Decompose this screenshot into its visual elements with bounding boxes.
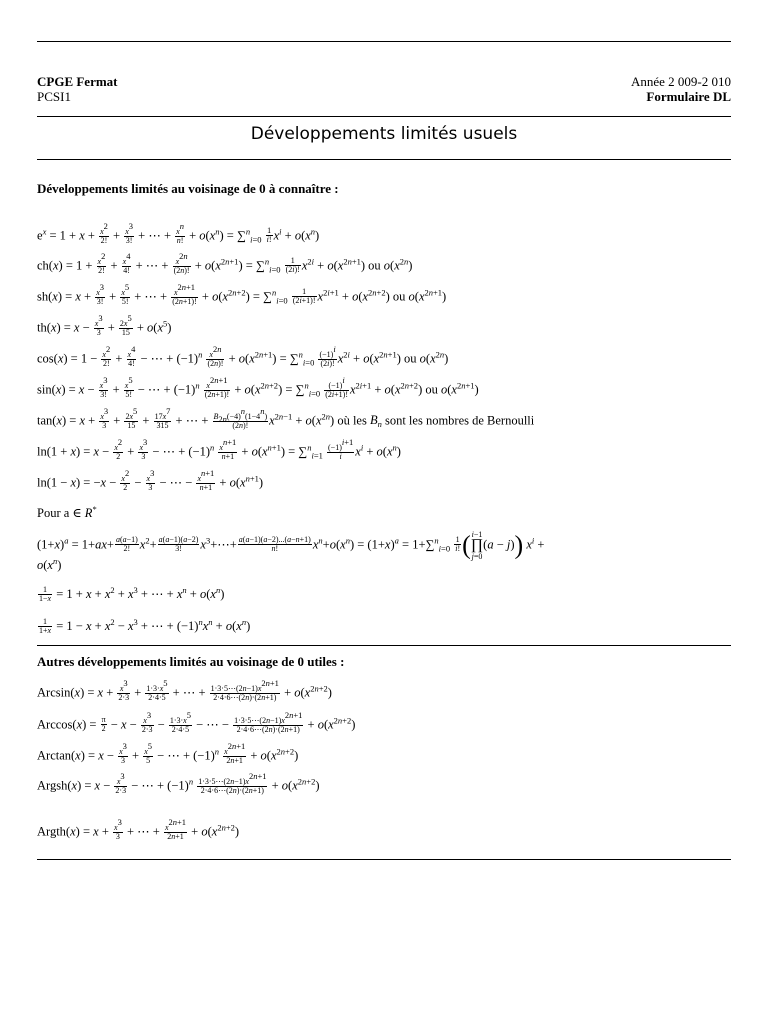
school-name: CPGE Fermat: [37, 74, 118, 89]
formula-arccos: Arccos(x) = $\frac{\pi}{2}$ − x − $\frac{x^3}{2\cdot 3}$ − $\frac{1\cdot 3\cdot x^5}{2\cdot 4\cdot 5}$ − ⋯ − $\frac{1\cdot 3\cdot 5\cdots(2n-1)x^{2n+1}}{2\cdot 4\cdot 6\cdots(2n)\cdot(2n+1)}$ + $o(x^{2n+2})$: [37, 710, 356, 734]
or-word: ou: [404, 351, 417, 366]
formula-ln-1-plus-x: ln(1 + x) = x − $\frac{x^2}{2}$ + $\frac{x^3}{3}$ − ⋯ + $(-1)^n$ $\frac{x^{n+1}}{n+1}$ + $o(x^{n+1}) = \sum^n_{i=1}$ $\frac{(-1)^{i+1}}{i}$ $x^i + o(x^n)$: [37, 437, 401, 461]
bottom-rule: [37, 859, 731, 860]
formula-argth: Argth(x) = x + $\frac{x^3}{3}$ + ⋯ + $\frac{x^{2n+1}}{2n+1}$ + $o(x^{2n+2})$: [37, 817, 240, 841]
header-rule: [37, 116, 731, 117]
pour-a-text: Pour a ∈ R*: [37, 504, 97, 520]
section-rule: [37, 645, 731, 646]
formula-cos: cos(x) = 1 − $\frac{x^2}{2!}$ + $\frac{x^4}{4!}$ − ⋯ + $(-1)^n$ $\frac{x^{2n}}{(2n)!}$ + $o(x^{2n+1}) = \sum^n_{i=0}$ $\frac{(-1)^i}{(2i)!}$ $x^{2i} + o(x^{2n+1})$ ou $o(x^{2n})$: [37, 344, 449, 368]
formula-power-a: $(1+x)^a = 1+ax+$ $\frac{a(a-1)}{2!}$ $x^2+$ $\frac{a(a-1)(a-2)}{3!}$ $x^3+\cdots+$ $\frac{a(a-1)(a-2)...(a-n+1)}{n!}$ $x^n+o(x^n) = (1+x)^a = 1+\sum^n_{i=0}$ $\frac{1}{i!}$ (i−1 ∏ j=0(a − j)) $x^i$ +: [37, 530, 545, 561]
title-rule: [37, 159, 731, 160]
document-name: Formulaire DL: [646, 89, 731, 104]
section-heading-useful: Autres développements limités au voisinage de 0 utiles :: [37, 654, 345, 669]
formula-arctan: Arctan(x) = x − $\frac{x^3}{3}$ + $\frac{x^5}{5}$ − ⋯ + $(-1)^n$ $\frac{x^{2n+1}}{2n+1}$ + $o(x^{2n+2})$: [37, 741, 299, 765]
where-words: où les: [337, 413, 367, 428]
formula-inverse-1-minus-x: $\frac{1}{1-x}$ = $1 + x + x^2 + x^3$ + ⋯ + $x^n + o(x^n)$: [39, 584, 225, 603]
formula-ln-1-minus-x: ln(1 − x) = −x − $\frac{x^2}{2}$ − $\frac{x^3}{3}$ − ⋯ − $\frac{x^{n+1}}{n+1}$ + $o(x^{n+1})$: [37, 468, 264, 492]
page-title: Développements limités usuels: [250, 124, 518, 144]
formula-tan: tan(x) = x + $\frac{x^3}{3}$ + $\frac{2x^5}{15}$ + $\frac{17x^7}{315}$ + ⋯ + $\frac{B_{2n}(-4)^n(1-4^n)}{(2n)!}$ $x^{2n-1} + o(x^{2n})$ où les $B_n$ sont les nombres de Bernoulli: [37, 406, 535, 430]
formula-sh: sh(x) = x + $\frac{x^3}{3!}$ + $\frac{x^5}{5!}$ + ⋯ + $\frac{x^{2n+1}}{(2n+1)!}$ + $o(x^{2n+2}) = \sum^n_{i=0}$ $\frac{1}{(2i+1)!}$ $x^{2i+1} + o(x^{2n+2})$ ou $o(x^{2n+1})$: [37, 282, 447, 306]
formula-sin: sin(x) = x − $\frac{x^3}{3!}$ + $\frac{x^5}{5!}$ − ⋯ + $(-1)^n$ $\frac{x^{2n+1}}{(2n+1)!}$ + $o(x^{2n+2}) = \sum^n_{i=0}$ $\frac{(-1)^i}{(2i+1)!}$ $x^{2i+1} + o(x^{2n+2})$ ou $o(x^{2n+1})$: [37, 375, 479, 399]
formula-inverse-1-plus-x: $\frac{1}{1+x}$ = $1 - x + x^2 - x^3$ + ⋯ + $(-1)^nx^n + o(x^n)$: [39, 616, 251, 635]
or-word: ou: [392, 289, 406, 304]
bernoulli-text: sont les nombres de Bernoulli: [384, 413, 535, 428]
section-heading-essential: Développements limités au voisinage de 0 à connaître :: [37, 181, 339, 196]
top-rule: [37, 41, 731, 42]
formula-arcsin: Arcsin(x) = x + $\frac{x^3}{2\cdot 3}$ + $\frac{1\cdot 3\cdot x^5}{2\cdot 4\cdot 5}$ + ⋯ + $\frac{1\cdot 3\cdot 5\cdots(2n-1)x^{2n+1}}{2\cdot 4\cdot 6\cdots(2n)\cdot(2n+1)}$ + $o(x^{2n+2})$: [37, 678, 332, 702]
formula-ch: ch(x) = 1 + $\frac{x^2}{2!}$ + $\frac{x^4}{4!}$ + ⋯ + $\frac{x^{2n}}{(2n)!}$ + $o(x^{2n+1}) = \sum^n_{i=0}$ $\frac{1}{(2i)!}$ $x^{2i} + o(x^{2n+1})$ ou $o(x^{2n})$: [37, 251, 413, 275]
formula-argsh: Argsh(x) = x − $\frac{x^3}{2\cdot 3}$ − ⋯ + $(-1)^n$ $\frac{1\cdot 3\cdot 5\cdots(2n-1)x^{2n+1}}{2\cdot 4\cdot 6\cdots(2n)\cdot(2n+1)}$ + $o(x^{2n+2})$: [37, 771, 320, 795]
formula-th: th(x) = x − $\frac{x^3}{3}$ + $\frac{2x^5}{15}$ + $o(x^5)$: [37, 313, 172, 337]
school-year: Année 2 009-2 010: [630, 74, 731, 89]
or-word: ou: [368, 258, 381, 273]
or-word: ou: [425, 382, 438, 397]
formula-power-a-tail: $o(x^n)$: [37, 556, 62, 572]
class-name: PCSI1: [37, 89, 71, 104]
formula-exp: $e^x = 1 + x$ + $\frac{x^2}{2!}$ + $\frac{x^3}{3!}$ + ⋯ + $\frac{x^n}{n!}$ + $o(x^n) = \sum^n_{i=0}$ $\frac{1}{i!}$ $x^i + o(x^n)$: [37, 221, 320, 245]
